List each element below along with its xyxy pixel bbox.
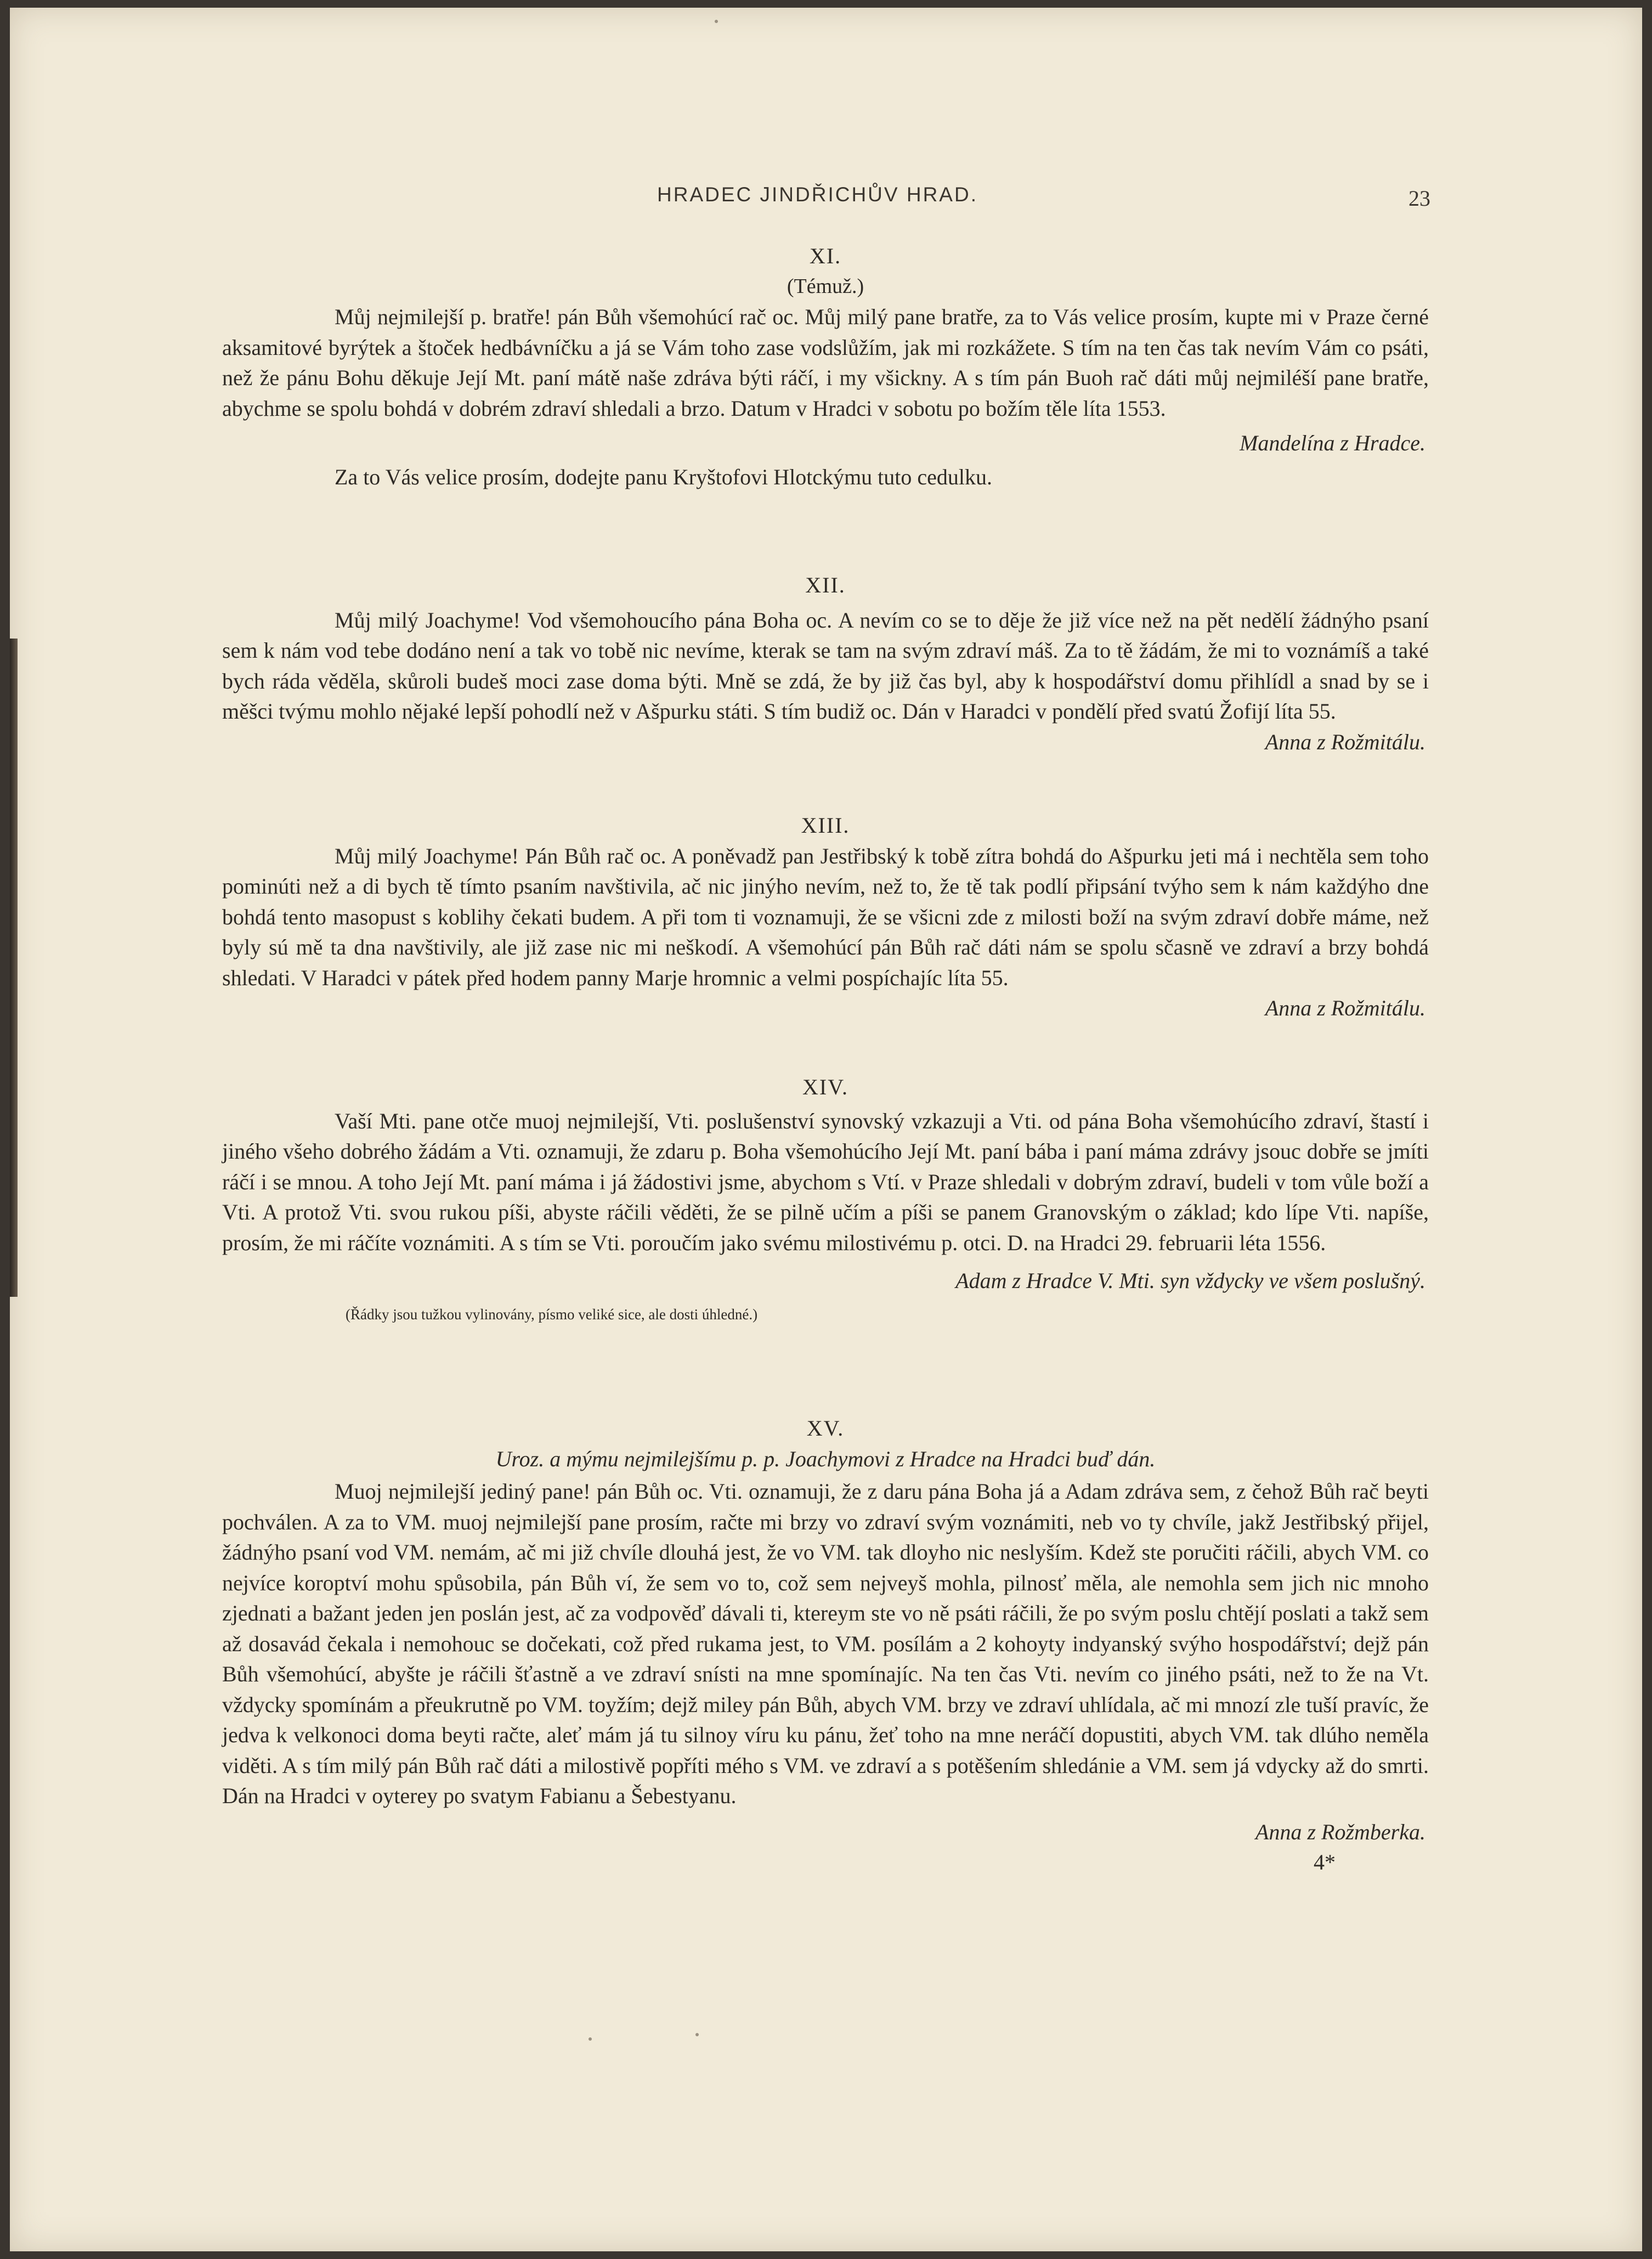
letter-paragraph: Vaší Mti. pane otče muoj nejmilejší, Vti. poslušenství synovský vzkazuji a Vti. od pána Boha všemohúcího zdraví, štastí i jiného všeho dobrého žádám a Vti. oznamuji, že zdaru p. Boha všemohúcího Její Mt. paní bába i paní máma zdrávy jsouc dobře se jmíti ráčí i se mnou. A toho Její Mt. paní máma i já žádostivi jsme, abychom s Vtí. v Praze shledali v dobrým zdraví, budeli v tom vůle boží a Vti. A protož Vti. svou rukou píši, abyste ráčili věděti, že se pilně učím a píši se panem Granovským o základ; kdo lípe Vti. napíše, prosím, že mi ráčíte voznámiti. A s tím se Vti. poroučím jako svému milostivému p. otci. D. na Hradci 29. februarii léta 1556. bbox=[222, 1108, 1429, 1255]
section-number: XIV. bbox=[802, 1075, 848, 1099]
letter-signature: Mandelína z Hradce. bbox=[1240, 431, 1425, 455]
letter-signature: Adam z Hradce V. Mti. syn vždycky ve všem poslušný. bbox=[955, 1268, 1425, 1293]
page-binding-edge bbox=[10, 639, 18, 1297]
section-number: XIII. bbox=[801, 813, 850, 838]
letter-paragraph: Můj milý Joachyme! Pán Bůh rač oc. A poněvadž pan Jestřibský k tobě zítra bohdá do Ašpurku jeti má i nechtěla sem toho pominúti než a di bych tě tímto psaním navštivila, ač nic jinýho nevím, než to, že tě tak podlí připsání tvýho sem k nám každýho dne bohdá tento masopust s koblihy čekati budem. A při tom ti voznamuji, že se všicni zde z milosti boží na svým zdraví dobře máme, než byly sú mě ta dna navštivily, ale již zase nic mi neškodí. A všemohúcí pán Bůh rač dáti nám se spolu sčasně ve zdraví a brzy bohdá shledati. V Haradci v pátek před hodem panny Marje hromnic a velmi pospíchajíc líta 55. bbox=[222, 843, 1429, 990]
letter-xii bbox=[222, 570, 1429, 757]
section-number: XI. bbox=[809, 244, 842, 268]
letter-xv bbox=[222, 1413, 1429, 1878]
page-number: 23 bbox=[1408, 186, 1430, 211]
letter-signature: Anna z Rožmitálu. bbox=[1265, 729, 1425, 754]
running-title: HRADEC JINDŘICHŮV HRAD. bbox=[657, 183, 978, 206]
section-number: XV. bbox=[806, 1416, 845, 1441]
sheet-signature-mark: 4* bbox=[1314, 1850, 1336, 1874]
letter-paragraph: Můj milý Joachyme! Vod všemohoucího pána Boha oc. A nevím co se to děje že již více než na pět nedělí žádnýho psaní sem k nám vod tebe dodáno není a tak vo tobě nic nevíme, kterak se tam na svým zdraví máš. Za to tě žádám, že mi to voznámíš a také bych ráda věděla, skůroli budeš moci zase doma býti. Mně se zdá, že by již čas byl, aby k hospodářství domu přihlídl a snad by se i měšci tvýmu mohlo nějaké lepší pohodlí než v Ašpurku státi. S tím budiž oc. Dán v Haradci v pondělí před svatú Žofijí líta 55. bbox=[222, 607, 1429, 724]
ink-speck bbox=[715, 20, 718, 23]
letter-postscript: Za to Vás velice prosím, dodejte panu Kryštofovi Hlotckýmu tuto cedulku. bbox=[335, 464, 993, 489]
section-number: XII. bbox=[805, 573, 846, 597]
letter-paragraph: Muoj nejmilejší jediný pane! pán Bůh oc. Vti. oznamuji, že z daru pána Boha já a Adam zdráva sem, z čehož Bůh rač beyti pochválen. A za to VM. muoj nejmilejší pane prosím, račte mi brzy vo zdraví svým voznámiti, neb vo ty chvíle, jakž Jestřibský přijel, žádnýho psaní vod VM. nemám, ač mi již chvíle dlouhá jest, že vo VM. tak dloyho nic neslyším. Kdež ste poručiti ráčili, abych VM. co nejvíce koroptví mohu spůsobila, pán Bůh ví, že sem vo to, což sem nejveyš mohla, pilnosť měla, ale nemohla sem jich nic mnoho zjednati a bažant jeden jen poslán jest, ač za vodpověď dávali ti, ktereym ste vo ně psáti ráčili, že po svým poslu chtějí poslati a takž sem až dosavád čekala i nemohouc se dočekati, což před rukama jest, to VM. posílám a 2 kohoyty indyanský svýho hospodářství; dejž pán Bůh všemohúcí, abyšte je ráčili šťastně a ve zdraví snísti na mne spomínajíc. Na ten čas Vti. nevím co jiného psáti, než to že na Vt. vždycky spomínám a přeukrutně po VM. toyžím; dejž miley pán Bůh, abych VM. brzy ve zdraví uhlídala, ač mi mnozí zle tuší pravíc, že jedva k velkonoci doma beyti račte, aleť mám já tu silnoy víru ku pánu, žeť toho na mne neráčí dopustiti, abych VM. tak dlúho neměla viděti. A s tím milý pán Bůh rač dáti a milostivě popříti mého s VM. ve zdraví a s potěšením shledánie a VM. sem já vdycky až do smrti. Dán na Hradci v oyterey po svatym Fabianu a Šebestyanu. bbox=[222, 1479, 1429, 1808]
letter-address: Uroz. a mýmu nejmilejšímu p. p. Joachymovi z Hradce na Hradci buď dán. bbox=[495, 1446, 1156, 1471]
letter-signature: Anna z Rožmitálu. bbox=[1265, 996, 1425, 1020]
section-subtitle: (Témuž.) bbox=[787, 274, 864, 298]
ink-speck bbox=[695, 2033, 699, 2036]
letter-xi bbox=[222, 241, 1429, 492]
ink-speck bbox=[589, 2037, 592, 2041]
letter-signature: Anna z Rožmberka. bbox=[1255, 1819, 1425, 1844]
book-page bbox=[10, 8, 1642, 2251]
running-header bbox=[657, 183, 1436, 216]
letter-xiii bbox=[222, 810, 1429, 1024]
editorial-note: (Řádky jsou tužkou vylinovány, písmo veliké sice, ale dosti úhledné.) bbox=[346, 1306, 758, 1323]
letter-paragraph: Můj nejmilejší p. bratře! pán Bůh všemohúcí rač oc. Můj milý pane bratře, za to Vás velice prosím, kupte mi v Praze černé aksamitové byrýtek a štoček hedbávníčku a já se Vám toho zase vodslůžím, jak mi rozkážete. S tím na ten čas tak nevím Vám co psáti, než že pánu Bohu děkuje Její Mt. paní mátě naše zdráva býti ráčí, i my všickny. A s tím pán Buoh rač dáti můj nejmiléší pane bratře, abychme se spolu bohdá v dobrém zdraví shledali a brzo. Datum v Hradci v sobotu po božím těle líta 1553. bbox=[222, 304, 1429, 421]
letter-xiv bbox=[222, 1072, 1429, 1330]
